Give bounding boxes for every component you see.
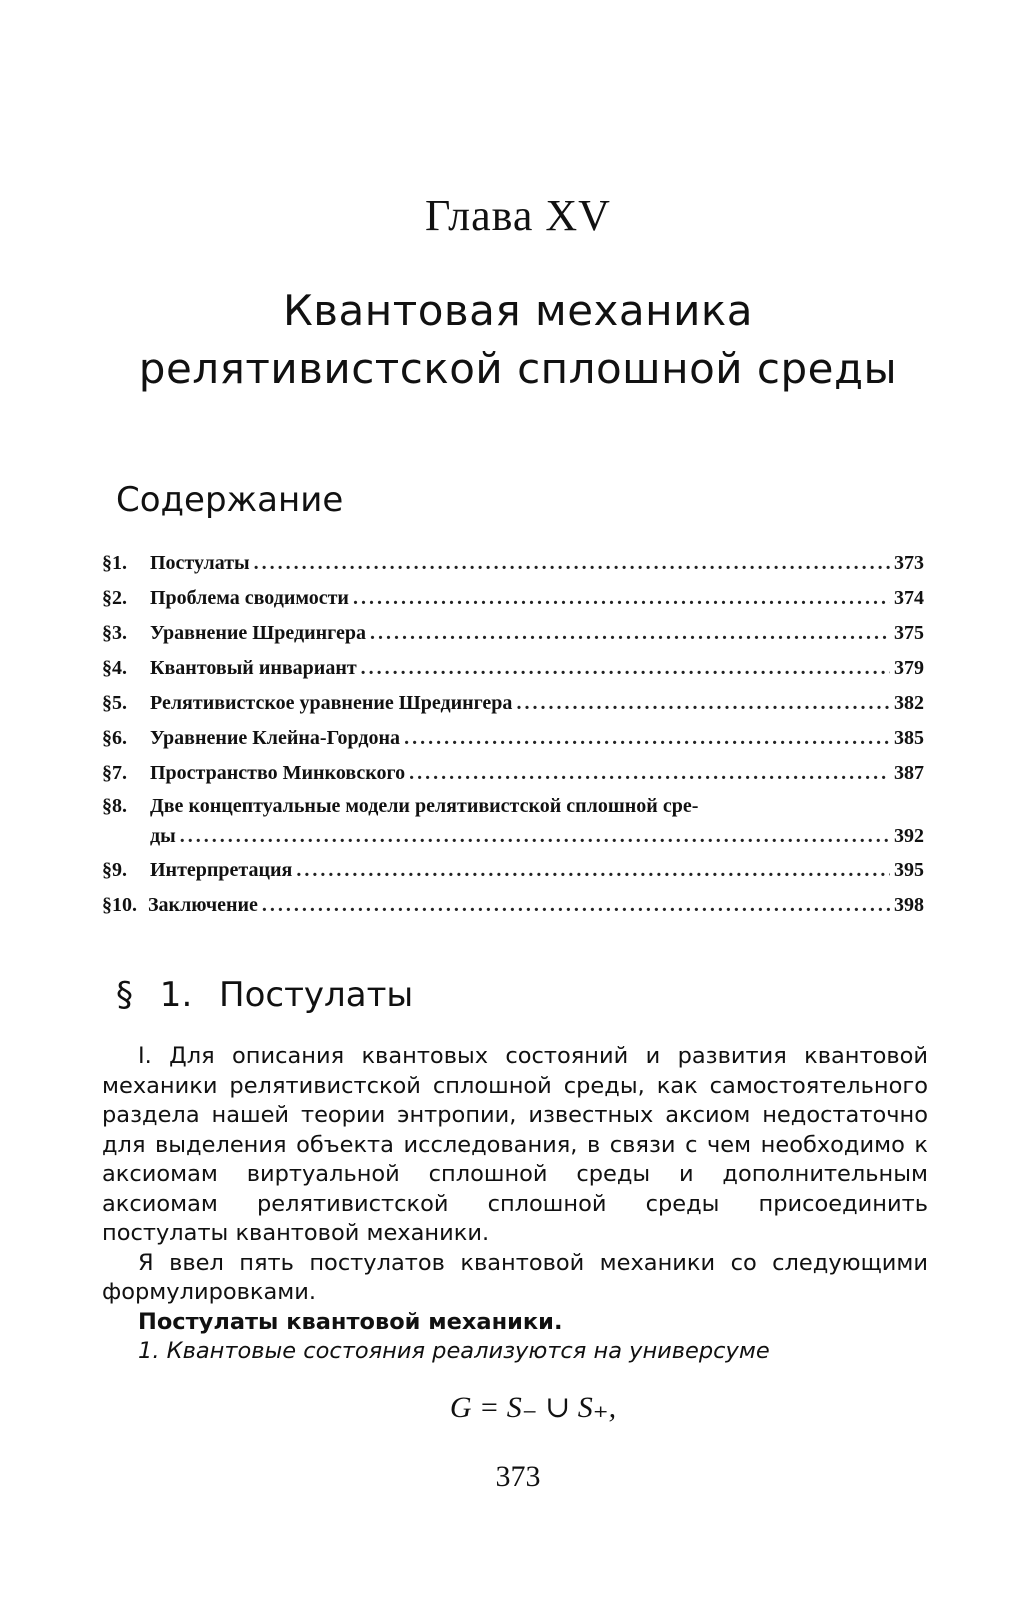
toc-item[interactable] bbox=[102, 853, 924, 888]
toc-item-first-line bbox=[102, 791, 924, 821]
toc-item[interactable] bbox=[102, 546, 924, 581]
toc-item-page: 375 bbox=[894, 622, 924, 644]
toc-item[interactable] bbox=[102, 581, 924, 616]
toc-item-second-line bbox=[102, 821, 924, 851]
postulate-1: 1. Квантовые состояния реализуются на универсуме bbox=[138, 1338, 770, 1364]
toc-heading: Содержание bbox=[116, 480, 344, 520]
formula: G = S₋ ∪ S₊, bbox=[449, 1391, 617, 1424]
toc-item[interactable] bbox=[102, 756, 924, 791]
toc-item-title: Уравнение Шредингера bbox=[150, 622, 366, 644]
toc-dot-leader bbox=[296, 853, 890, 888]
toc-dot-leader bbox=[370, 616, 890, 651]
toc-item-title: Релятивистское уравнение Шредингера bbox=[150, 692, 513, 714]
toc-item-number: §2. bbox=[102, 587, 127, 609]
toc-item-title: Пространство Минковского bbox=[150, 762, 406, 784]
toc-dot-leader bbox=[180, 821, 890, 851]
chapter-title bbox=[0, 282, 1036, 398]
toc-dot-leader bbox=[254, 546, 890, 581]
toc-item-number: §8. bbox=[102, 795, 127, 817]
toc-item-title: Квантовый инвариант bbox=[150, 657, 357, 679]
toc-item-number: §3. bbox=[102, 622, 127, 644]
toc-item-page: 395 bbox=[894, 859, 924, 881]
toc-item[interactable] bbox=[102, 791, 924, 853]
toc-item-title: Уравнение Клейна-Гордона bbox=[150, 727, 401, 749]
toc-item-page: 385 bbox=[894, 727, 924, 749]
toc-item-number: §10. bbox=[102, 894, 137, 916]
toc-dot-leader bbox=[404, 721, 890, 756]
toc-dot-leader bbox=[353, 581, 890, 616]
paragraph: Я ввел пять постулатов квантовой механики со следующими формулировками. bbox=[102, 1249, 928, 1305]
toc-dot-leader bbox=[516, 686, 890, 721]
toc-item-page: 374 bbox=[894, 587, 924, 609]
toc-item-page: 392 bbox=[894, 825, 924, 847]
table-of-contents bbox=[102, 546, 924, 923]
toc-item[interactable] bbox=[102, 686, 924, 721]
toc-item-title: Две концептуальные модели релятивистской сплошной сре- bbox=[150, 795, 699, 817]
toc-item-page: 382 bbox=[894, 692, 924, 714]
paragraph: I. Для описания квантовых состояний и развития квантовой механики релятивистской сплошной среды, как самостоятельного раздела нашей теории энтропии, известных аксиом недостаточно для выделения объекта исследования, в связи с чем необходимо к аксиомам виртуальной сплошной среды и дополнительным аксиомам релятивистской сплошной среды присоединить постулаты квантовой механики. bbox=[102, 1043, 928, 1246]
toc-item[interactable] bbox=[102, 888, 924, 923]
toc-item[interactable] bbox=[102, 616, 924, 651]
toc-item-page: 398 bbox=[894, 894, 924, 916]
toc-item-number: §4. bbox=[102, 657, 127, 679]
toc-item-title: Интерпретация bbox=[150, 859, 293, 881]
postulates-heading: Постулаты квантовой механики. bbox=[138, 1308, 563, 1335]
section-body bbox=[102, 1042, 928, 1367]
toc-item-page: 387 bbox=[894, 762, 924, 784]
chapter-title-line2: релятивистской сплошной среды bbox=[138, 344, 898, 393]
toc-item-title-continuation: ды bbox=[150, 825, 176, 847]
chapter-title-line1: Квантовая механика bbox=[282, 286, 753, 335]
toc-item-number: §7. bbox=[102, 762, 127, 784]
toc-item-title: Заключение bbox=[148, 894, 258, 916]
toc-dot-leader bbox=[262, 888, 890, 923]
section-heading: § 1. Постулаты bbox=[116, 975, 414, 1015]
toc-item-title: Постулаты bbox=[150, 552, 250, 574]
toc-item-number: §5. bbox=[102, 692, 127, 714]
chapter-label: Глава XV bbox=[425, 191, 611, 240]
toc-dot-leader bbox=[361, 651, 890, 686]
toc-item-number: §1. bbox=[102, 552, 127, 574]
toc-item[interactable] bbox=[102, 721, 924, 756]
page-number: 373 bbox=[495, 1460, 541, 1493]
toc-item-number: §6. bbox=[102, 727, 127, 749]
toc-item-page: 379 bbox=[894, 657, 924, 679]
toc-item-page: 373 bbox=[894, 552, 924, 574]
toc-item-title: Проблема сводимости bbox=[150, 587, 349, 609]
toc-item[interactable] bbox=[102, 651, 924, 686]
toc-dot-leader bbox=[409, 756, 890, 791]
toc-item-number: §9. bbox=[102, 859, 127, 881]
